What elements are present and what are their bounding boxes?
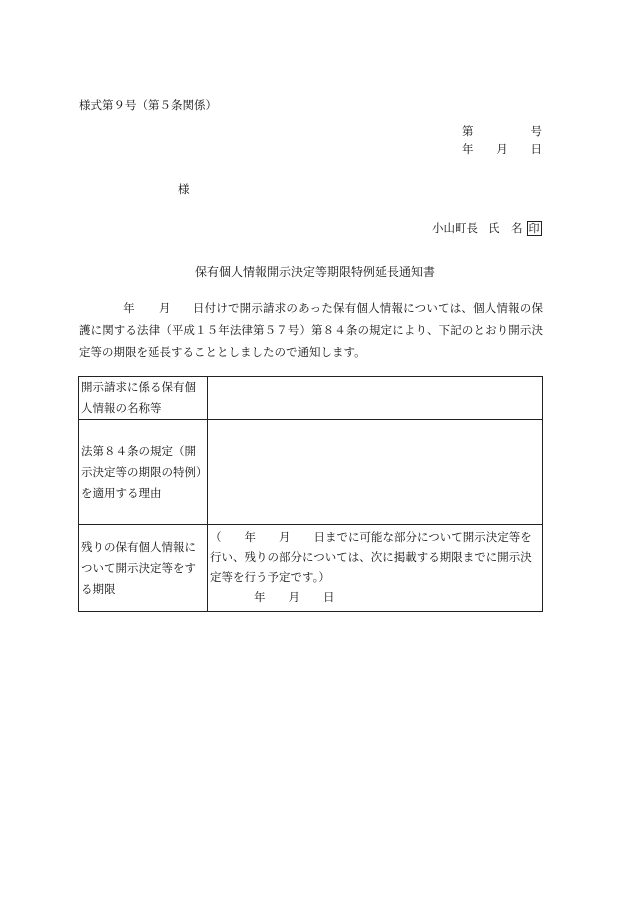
row-label-info-name: 開示請求に係る保有個人情報の名称等 xyxy=(79,377,208,420)
notice-body xyxy=(79,297,543,363)
row-value-deadline xyxy=(208,525,543,612)
date-month-label: 月 xyxy=(496,142,508,156)
body-month-label: 月 xyxy=(158,301,171,315)
deadline-note: （ 年 月 日までに可能な部分について開示決定等を行い、残りの部分については、次に掲載する期限までに開示決定等を行う予定です。） xyxy=(210,530,532,584)
document-title: 保有個人情報開示決定等期限特例延長通知書 xyxy=(194,265,435,279)
addressee-suffix: 様 xyxy=(178,182,190,196)
number-go-label: 号 xyxy=(530,124,542,138)
date-day-label: 日 xyxy=(530,142,542,156)
body-year-label: 年 xyxy=(123,301,135,315)
table-row xyxy=(79,377,543,420)
document-number-line xyxy=(462,123,542,139)
row-label-deadline: 残りの保有個人情報について開示決定等をする期限 xyxy=(79,525,208,612)
deadline-date-line: 年 月 日 xyxy=(254,590,335,604)
date-year-label: 年 xyxy=(462,142,474,156)
details-table xyxy=(78,376,543,612)
sender-title: 小山町長 xyxy=(432,221,478,235)
sender-name-label: 氏 名 xyxy=(488,221,523,235)
seal-mark: 印 xyxy=(528,221,540,235)
document-date-line xyxy=(462,141,542,157)
table-row xyxy=(79,525,543,612)
table-row xyxy=(79,420,543,525)
sender-block xyxy=(432,220,542,236)
row-value-reason xyxy=(208,420,543,525)
number-dai-label: 第 xyxy=(462,124,474,138)
body-text: 日付けで開示請求のあった保有個人情報については、個人情報の保護に関する法律（平成１５年法律第５７号）第８４条の規定により、下記のとおり開示決定等の期限を延長することとしましたので通知します。 xyxy=(79,301,543,359)
row-value-info-name xyxy=(208,377,543,420)
row-label-reason: 法第８４条の規定（開示決定等の期限の特例）を適用する理由 xyxy=(79,420,208,525)
form-number: 様式第９号（第５条関係） xyxy=(79,98,217,112)
